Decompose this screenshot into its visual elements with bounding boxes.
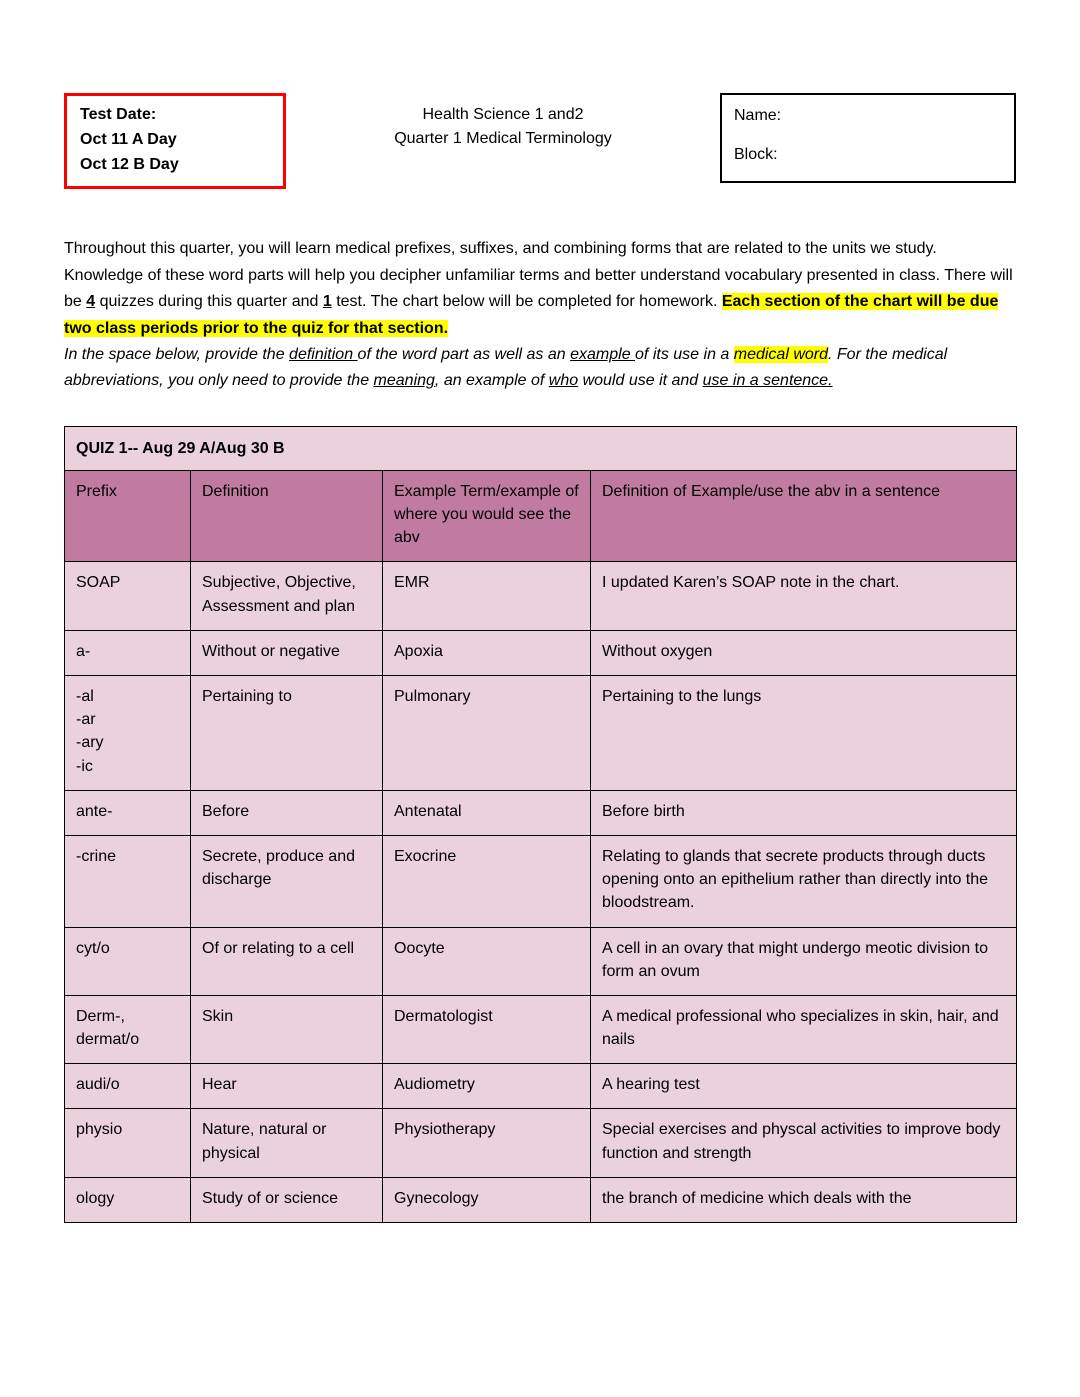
quiz-title-row — [65, 426, 1017, 470]
cell-example: Dermatologist — [383, 995, 591, 1063]
cell-sentence: Without oxygen — [591, 630, 1017, 675]
text-segment: medical word — [733, 345, 829, 363]
test-date-a-day: Oct 11 A Day — [80, 130, 177, 148]
quiz-table — [64, 426, 1017, 1223]
course-title — [286, 93, 720, 151]
text-segment: For the medical abbreviations, you only need to provide the — [64, 345, 948, 390]
table-row — [65, 630, 1017, 675]
table-header-row — [65, 470, 1017, 562]
cell-definition: Study of or science — [191, 1177, 383, 1222]
text-segment: , an example of — [434, 372, 549, 390]
text-segment: of its use in a — [635, 345, 734, 363]
table-row — [65, 562, 1017, 630]
cell-example: EMR — [383, 562, 591, 630]
cell-example: Audiometry — [383, 1064, 591, 1109]
text-segment: Each section of the chart will be due two class periods prior to the quiz for that section. — [64, 293, 999, 337]
cell-prefix: cyt/o — [65, 927, 191, 995]
cell-definition: Pertaining to — [191, 676, 383, 791]
cell-sentence: the branch of medicine which deals with the — [591, 1177, 1017, 1222]
text-segment: 1 — [322, 293, 332, 311]
name-block-box — [720, 93, 1016, 183]
text-segment: quizzes during this quarter and — [95, 293, 323, 311]
cell-definition: Before — [191, 790, 383, 835]
cell-definition: Without or negative — [191, 630, 383, 675]
cell-prefix: audi/o — [65, 1064, 191, 1109]
test-date-label: Test Date: — [80, 106, 157, 123]
text-segment: definition — [289, 345, 358, 363]
cell-definition: Of or relating to a cell — [191, 927, 383, 995]
cell-sentence: A hearing test — [591, 1064, 1017, 1109]
name-label: Name: — [734, 107, 782, 124]
course-title-line2: Quarter 1 Medical Terminology — [394, 130, 612, 147]
table-row — [65, 1064, 1017, 1109]
cell-prefix: ology — [65, 1177, 191, 1222]
text-segment: In the space below, provide the — [64, 345, 290, 363]
cell-example: Oocyte — [383, 927, 591, 995]
cell-example: Gynecology — [383, 1177, 591, 1222]
cell-prefix: Derm-, dermat/o — [65, 995, 191, 1063]
test-date-b-day: Oct 12 B Day — [80, 155, 179, 173]
cell-sentence: A cell in an ovary that might undergo meotic division to form an ovum — [591, 927, 1017, 995]
table-row — [65, 676, 1017, 791]
text-segment: of the word part as well as an — [357, 345, 571, 363]
cell-definition: Hear — [191, 1064, 383, 1109]
column-header-sentence: Definition of Example/use the abv in a sentence — [591, 470, 1017, 562]
cell-sentence: Before birth — [591, 790, 1017, 835]
cell-sentence: I updated Karen’s SOAP note in the chart. — [591, 562, 1017, 630]
block-label: Block: — [734, 146, 778, 164]
cell-example: Exocrine — [383, 835, 591, 927]
cell-sentence: Special exercises and physcal activities to improve body function and strength — [591, 1109, 1017, 1177]
column-header-example: Example Term/example of where you would see the abv — [383, 470, 591, 562]
cell-prefix: -al -ar -ary -ic — [65, 676, 191, 791]
text-segment: meaning — [373, 372, 435, 390]
cell-example: Antenatal — [383, 790, 591, 835]
cell-definition: Secrete, produce and discharge — [191, 835, 383, 927]
table-row — [65, 995, 1017, 1063]
text-segment: example — [570, 345, 636, 363]
cell-example: Physiotherapy — [383, 1109, 591, 1177]
text-segment: test. The chart below will be completed for homework. — [331, 293, 722, 311]
cell-example: Pulmonary — [383, 676, 591, 791]
text-segment: 4 — [86, 293, 96, 311]
intro-paragraph-2 — [64, 342, 1016, 395]
cell-prefix: ante- — [65, 790, 191, 835]
cell-sentence: Pertaining to the lungs — [591, 676, 1017, 791]
cell-prefix: a- — [65, 630, 191, 675]
text-segment: would use it and — [578, 372, 703, 390]
table-row — [65, 1109, 1017, 1177]
table-row — [65, 1177, 1017, 1222]
cell-sentence: A medical professional who specializes in skin, hair, and nails — [591, 995, 1017, 1063]
cell-sentence: Relating to glands that secrete products through ducts opening onto an epithelium rather than directly into the bloodstream. — [591, 835, 1017, 927]
test-date-box — [64, 93, 286, 189]
course-title-line1: Health Science 1 and2 — [422, 106, 584, 123]
table-row — [65, 927, 1017, 995]
intro-paragraph-1 — [64, 236, 1016, 342]
table-row — [65, 835, 1017, 927]
table-row — [65, 790, 1017, 835]
text-segment: who — [548, 372, 579, 390]
cell-prefix: SOAP — [65, 562, 191, 630]
column-header-prefix: Prefix — [65, 470, 191, 562]
cell-example: Apoxia — [383, 630, 591, 675]
header — [64, 93, 1016, 189]
column-header-definition: Definition — [191, 470, 383, 562]
cell-definition: Nature, natural or physical — [191, 1109, 383, 1177]
quiz-title: QUIZ 1-- Aug 29 A/Aug 30 B — [65, 426, 1017, 470]
cell-definition: Subjective, Objective, Assessment and plan — [191, 562, 383, 630]
text-segment: Throughout this quarter, you will learn medical prefixes, suffixes, and combining forms that are related to the units we study. Knowledge of these word parts will help you decipher unfamiliar terms and better understand vocabulary presented in class. There will be — [64, 240, 1013, 311]
intro-section — [64, 236, 1016, 394]
cell-prefix: -crine — [65, 835, 191, 927]
text-segment: use in a sentence. — [702, 372, 833, 390]
text-segment: . — [828, 345, 837, 363]
cell-definition: Skin — [191, 995, 383, 1063]
cell-prefix: physio — [65, 1109, 191, 1177]
